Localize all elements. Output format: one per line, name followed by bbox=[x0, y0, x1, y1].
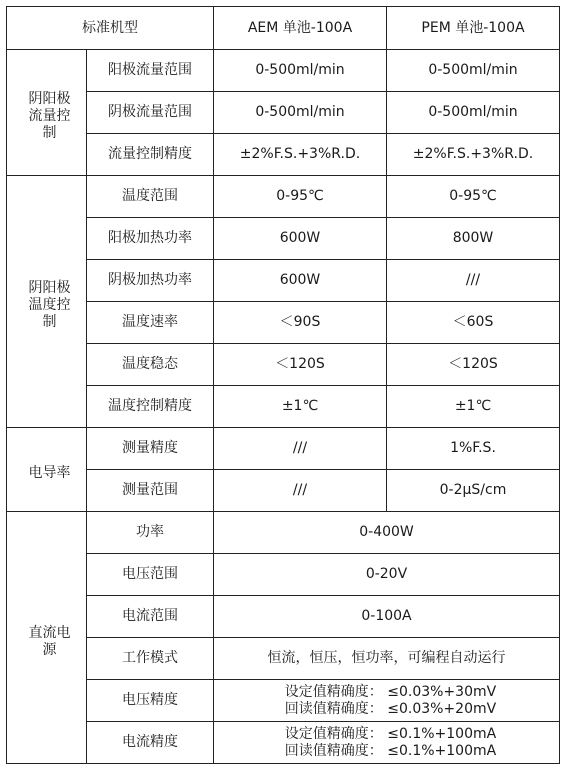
aem-cell: /// bbox=[214, 428, 387, 470]
group-label-line: 阴阳极 bbox=[28, 280, 71, 297]
header-model: 标准机型 bbox=[7, 7, 214, 50]
group-temp bbox=[7, 176, 87, 428]
table-row bbox=[7, 386, 560, 428]
pem-cell: ±1℃ bbox=[387, 386, 560, 428]
value-cell: 恒流，恒压，恒功率，可编程自动运行 bbox=[214, 638, 560, 680]
pem-cell: ±2%F.S.+3%R.D. bbox=[387, 134, 560, 176]
pem-cell: 800W bbox=[387, 218, 560, 260]
param-cell: 测量范围 bbox=[87, 470, 214, 512]
param-cell: 测量精度 bbox=[87, 428, 214, 470]
pem-cell: 0-500ml/min bbox=[387, 92, 560, 134]
aem-cell: ＜90S bbox=[214, 302, 387, 344]
group-label-line: 电导率 bbox=[28, 465, 71, 482]
pem-cell: ＜60S bbox=[387, 302, 560, 344]
header-row bbox=[7, 7, 560, 50]
pem-cell: 1%F.S. bbox=[387, 428, 560, 470]
table-row bbox=[7, 638, 560, 680]
table-row bbox=[7, 92, 560, 134]
param-cell: 电流范围 bbox=[87, 596, 214, 638]
group-conductivity bbox=[7, 428, 87, 512]
pem-cell: 0-95℃ bbox=[387, 176, 560, 218]
param-cell: 温度稳态 bbox=[87, 344, 214, 386]
param-cell: 温度控制精度 bbox=[87, 386, 214, 428]
aem-cell: 0-95℃ bbox=[214, 176, 387, 218]
param-cell: 阴极加热功率 bbox=[87, 260, 214, 302]
value-line: 回读值精确度： ≤0.1%+100mA bbox=[284, 742, 497, 759]
pem-cell: /// bbox=[387, 260, 560, 302]
table-row bbox=[7, 554, 560, 596]
param-cell: 阳极加热功率 bbox=[87, 218, 214, 260]
spec-table bbox=[6, 6, 560, 764]
table-row bbox=[7, 134, 560, 176]
group-label-line: 温度控 bbox=[28, 297, 71, 314]
aem-cell: ±2%F.S.+3%R.D. bbox=[214, 134, 387, 176]
aem-cell: ＜120S bbox=[214, 344, 387, 386]
param-cell: 功率 bbox=[87, 512, 214, 554]
group-label-line: 直流电 bbox=[28, 624, 71, 641]
param-cell: 阴极流量范围 bbox=[87, 92, 214, 134]
table-row bbox=[7, 176, 560, 218]
value-line: 设定值精确度： ≤0.03%+30mV bbox=[284, 683, 497, 700]
group-label-line: 制 bbox=[42, 124, 57, 141]
param-cell: 电流精度 bbox=[87, 722, 214, 764]
pem-cell: 0-500ml/min bbox=[387, 50, 560, 92]
value-cell: 0-100A bbox=[214, 596, 560, 638]
table-row bbox=[7, 428, 560, 470]
table-row bbox=[7, 680, 560, 722]
table-row bbox=[7, 470, 560, 512]
aem-cell: ±1℃ bbox=[214, 386, 387, 428]
header-aem: AEM 单池-100A bbox=[214, 7, 387, 50]
group-label-line: 源 bbox=[42, 641, 57, 658]
param-cell: 电压精度 bbox=[87, 680, 214, 722]
param-cell: 温度范围 bbox=[87, 176, 214, 218]
param-cell: 流量控制精度 bbox=[87, 134, 214, 176]
aem-cell: 600W bbox=[214, 260, 387, 302]
group-label-line: 流量控 bbox=[28, 108, 71, 125]
value-cell bbox=[214, 680, 560, 722]
param-cell: 工作模式 bbox=[87, 638, 214, 680]
table-row bbox=[7, 260, 560, 302]
value-cell bbox=[214, 722, 560, 764]
group-label-line: 阴阳极 bbox=[28, 91, 71, 108]
pem-cell: 0-2μS/cm bbox=[387, 470, 560, 512]
table-row bbox=[7, 512, 560, 554]
value-line: 设定值精确度： ≤0.1%+100mA bbox=[284, 725, 497, 742]
param-cell: 温度速率 bbox=[87, 302, 214, 344]
group-label-line: 制 bbox=[42, 313, 57, 330]
table-row bbox=[7, 50, 560, 92]
value-cell: 0-400W bbox=[214, 512, 560, 554]
header-pem: PEM 单池-100A bbox=[387, 7, 560, 50]
table-row bbox=[7, 722, 560, 764]
group-dc bbox=[7, 512, 87, 764]
table-row bbox=[7, 344, 560, 386]
pem-cell: ＜120S bbox=[387, 344, 560, 386]
table-row bbox=[7, 596, 560, 638]
aem-cell: /// bbox=[214, 470, 387, 512]
value-cell: 0-20V bbox=[214, 554, 560, 596]
table-row bbox=[7, 302, 560, 344]
aem-cell: 0-500ml/min bbox=[214, 50, 387, 92]
aem-cell: 600W bbox=[214, 218, 387, 260]
table-row bbox=[7, 218, 560, 260]
value-line: 回读值精确度： ≤0.03%+20mV bbox=[284, 700, 497, 717]
param-cell: 阳极流量范围 bbox=[87, 50, 214, 92]
param-cell: 电压范围 bbox=[87, 554, 214, 596]
aem-cell: 0-500ml/min bbox=[214, 92, 387, 134]
group-flow bbox=[7, 50, 87, 176]
